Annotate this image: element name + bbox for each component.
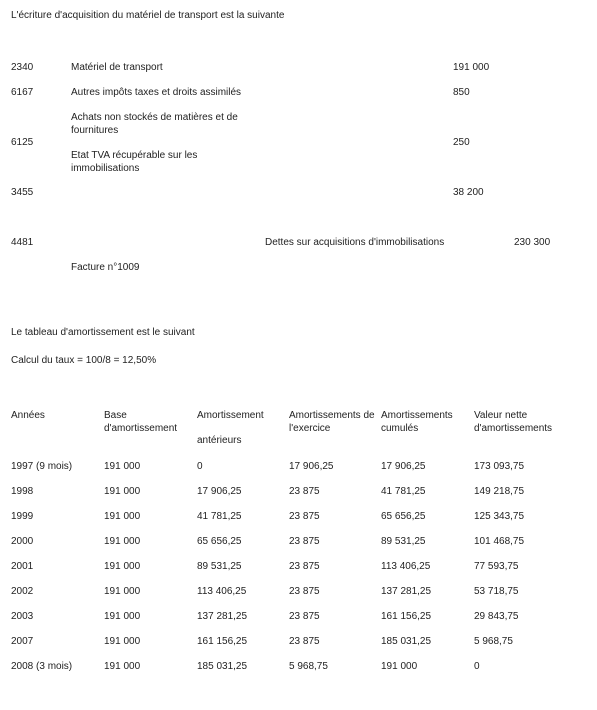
debit-amount: 850 xyxy=(453,87,470,98)
account-label: Etat TVA récupérable sur les immobilisations xyxy=(71,150,198,174)
header-years: Années xyxy=(11,410,45,421)
cell-prior-amortization: 65 656,25 xyxy=(197,536,242,547)
cell-net-value: 101 468,75 xyxy=(474,536,525,547)
cell-net-value: 77 593,75 xyxy=(474,561,519,572)
cell-cumulative-amortization: 113 406,25 xyxy=(381,561,431,572)
cell-period-amortization: 23 875 xyxy=(289,636,320,647)
cell-base: 191 000 xyxy=(104,611,141,622)
cell-base: 191 000 xyxy=(104,486,141,497)
debit-amount: 191 000 xyxy=(453,62,490,73)
invoice-note: Facture n°1009 xyxy=(71,262,140,273)
account-number: 4481 xyxy=(11,237,34,248)
cell-cumulative-amortization: 41 781,25 xyxy=(381,486,426,497)
cell-period-amortization: 23 875 xyxy=(289,511,320,522)
cell-year: 2003 xyxy=(11,611,34,622)
cell-year: 2007 xyxy=(11,636,34,647)
cell-base: 191 000 xyxy=(104,536,141,547)
cell-year: 2000 xyxy=(11,536,34,547)
cell-base: 191 000 xyxy=(104,636,141,647)
cell-prior-amortization: 41 781,25 xyxy=(197,511,242,522)
cell-prior-amortization: 17 906,25 xyxy=(197,486,242,497)
cell-period-amortization: 23 875 xyxy=(289,586,320,597)
cell-year: 2008 (3 mois) xyxy=(11,661,73,672)
account-label: Autres impôts taxes et droits assimilés xyxy=(71,87,242,98)
header-base: Base d'amortissement xyxy=(104,410,178,434)
cell-prior-amortization: 161 156,25 xyxy=(197,636,248,647)
rate-calculation: Calcul du taux = 100/8 = 12,50% xyxy=(11,355,157,366)
cell-cumulative-amortization: 191 000 xyxy=(381,661,418,672)
cell-base: 191 000 xyxy=(104,511,141,522)
cell-base: 191 000 xyxy=(104,661,141,672)
amortization-intro: Le tableau d'amortissement est le suivant xyxy=(11,327,195,338)
cell-year: 2001 xyxy=(11,561,34,572)
debit-amount: 250 xyxy=(453,137,470,148)
cell-base: 191 000 xyxy=(104,561,141,572)
header-period-amortization: Amortissements de l'exercice xyxy=(289,410,375,434)
cell-prior-amortization: 113 406,25 xyxy=(197,586,247,597)
cell-prior-amortization: 0 xyxy=(197,461,203,472)
cell-net-value: 53 718,75 xyxy=(474,586,519,597)
header-cumulative-amortization: Amortissements cumulés xyxy=(381,410,453,434)
cell-year: 1997 (9 mois) xyxy=(11,461,73,472)
cell-net-value: 125 343,75 xyxy=(474,511,525,522)
cell-base: 191 000 xyxy=(104,586,141,597)
cell-net-value: 29 843,75 xyxy=(474,611,519,622)
cell-net-value: 149 218,75 xyxy=(474,486,525,497)
cell-period-amortization: 23 875 xyxy=(289,561,320,572)
account-label: Matériel de transport xyxy=(71,62,163,73)
cell-net-value: 0 xyxy=(474,661,480,672)
cell-prior-amortization: 185 031,25 xyxy=(197,661,248,672)
cell-cumulative-amortization: 89 531,25 xyxy=(381,536,426,547)
cell-base: 191 000 xyxy=(104,461,141,472)
credit-amount: 230 300 xyxy=(514,237,551,248)
account-number: 6125 xyxy=(11,137,34,148)
cell-period-amortization: 23 875 xyxy=(289,611,320,622)
cell-period-amortization: 23 875 xyxy=(289,486,320,497)
intro-text: L'écriture d'acquisition du matériel de transport est la suivante xyxy=(11,10,285,21)
cell-cumulative-amortization: 185 031,25 xyxy=(381,636,432,647)
cell-prior-amortization: 137 281,25 xyxy=(197,611,248,622)
cell-cumulative-amortization: 65 656,25 xyxy=(381,511,426,522)
cell-period-amortization: 23 875 xyxy=(289,536,320,547)
account-label: Dettes sur acquisitions d'immobilisations xyxy=(265,237,445,248)
cell-period-amortization: 17 906,25 xyxy=(289,461,334,472)
account-label: Achats non stockés de matières et de fournitures xyxy=(71,112,238,136)
cell-cumulative-amortization: 17 906,25 xyxy=(381,461,426,472)
cell-net-value: 173 093,75 xyxy=(474,461,525,472)
header-prior-amortization: Amortissement xyxy=(197,410,264,421)
account-number: 3455 xyxy=(11,187,34,198)
cell-net-value: 5 968,75 xyxy=(474,636,513,647)
account-number: 2340 xyxy=(11,62,34,73)
cell-cumulative-amortization: 137 281,25 xyxy=(381,586,432,597)
cell-year: 1999 xyxy=(11,511,34,522)
header-net-value: Valeur nette d'amortissements xyxy=(474,410,553,434)
account-number: 6167 xyxy=(11,87,34,98)
debit-amount: 38 200 xyxy=(453,187,484,198)
cell-year: 2002 xyxy=(11,586,34,597)
cell-period-amortization: 5 968,75 xyxy=(289,661,328,672)
header-prior-amortization-sub: antérieurs xyxy=(197,435,242,446)
cell-prior-amortization: 89 531,25 xyxy=(197,561,242,572)
cell-cumulative-amortization: 161 156,25 xyxy=(381,611,432,622)
cell-year: 1998 xyxy=(11,486,34,497)
